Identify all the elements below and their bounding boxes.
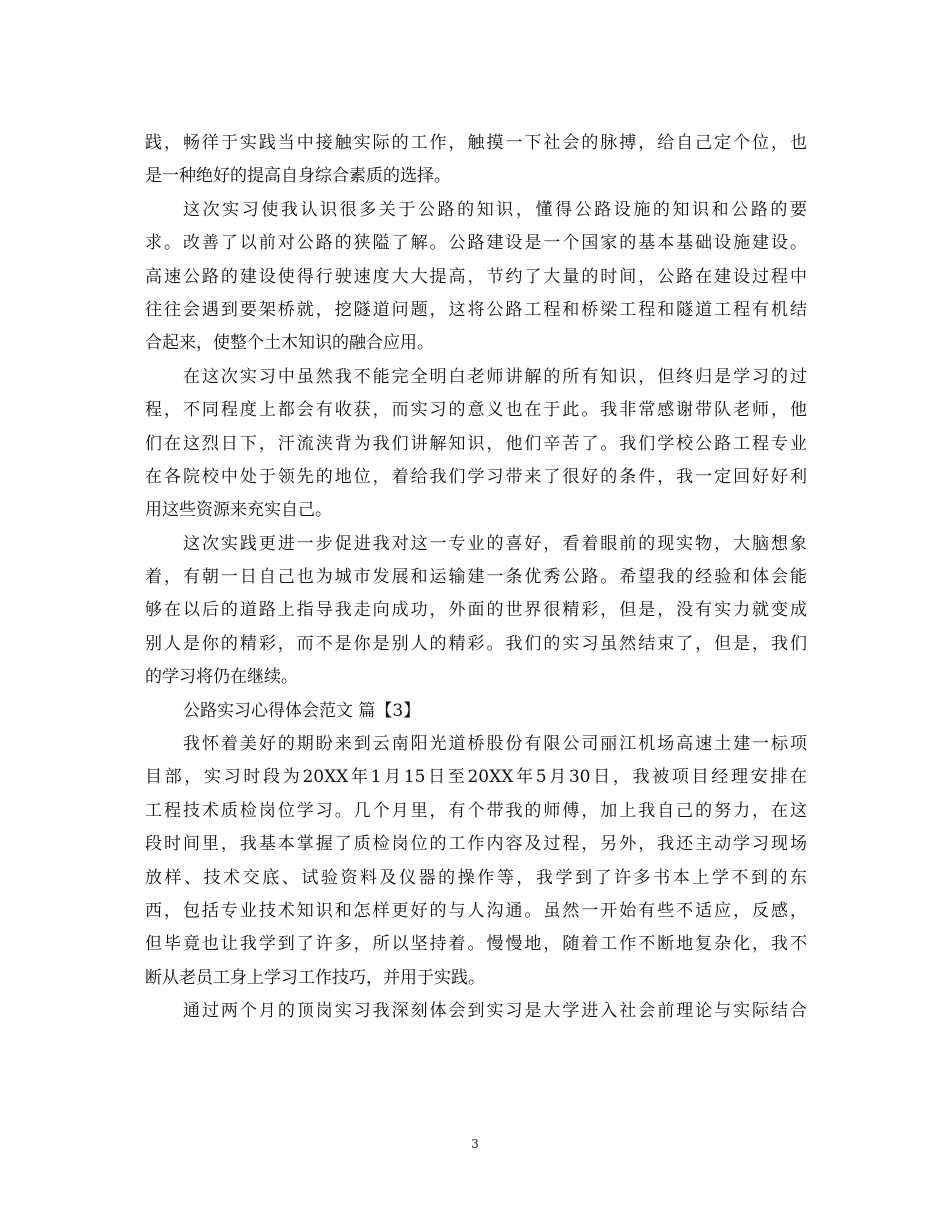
text-line: 高速公路的建设使得行驶速度大大提高，节约了大量的时间，公路在建设过程中: [145, 266, 807, 287]
text-line: 往往会遇到要架桥就，挖隧道问题，这将公路工程和桥梁工程和隧道工程有机结: [145, 299, 807, 320]
text-line: 在各院校中处于领先的地位，着给我们学习带来了很好的条件，我一定回好好利: [145, 466, 807, 487]
text-line: 段时间里，我基本掌握了质检岗位的工作内容及过程，另外，我还主动学习现场: [145, 834, 807, 855]
text-line: 够在以后的道路上指导我走向成功，外面的世界很精彩，但是，没有实力就变成: [145, 600, 807, 621]
text-line: 着，有朝一日自己也为城市发展和运输建一条优秀公路。希望我的经验和体会能: [145, 567, 807, 588]
document-body: [145, 127, 807, 1029]
paragraph-first-line: 通过两个月的顶岗实习我深刻体会到实习是大学进入社会前理论与实际结合: [183, 1001, 807, 1022]
text-line: 是一种绝好的提高自身综合素质的选择。: [145, 166, 451, 187]
text-line: 工程技术质检岗位学习。几个月里，有个带我的师傅，加上我自己的努力，在这: [145, 800, 807, 821]
text-line: 们在这烈日下，汗流浃背为我们讲解知识，他们辛苦了。我们学校公路工程专业: [145, 433, 807, 454]
paragraph-first-line: 我怀着美好的期盼来到云南阳光道桥股份有限公司丽江机场高速土建一标项: [183, 734, 807, 755]
paragraph-first-line: 在这次实习中虽然我不能完全明白老师讲解的所有知识，但终归是学习的过: [183, 366, 807, 387]
paragraph-first-line: 这次实践更进一步促进我对这一专业的喜好，看着眼前的现实物，大脑想象: [183, 533, 807, 554]
text-line: 程，不同程度上都会有收获，而实习的意义也在于此。我非常感谢带队老师，他: [145, 400, 807, 421]
text-line: 但毕竟也让我学到了许多，所以坚持着。慢慢地，随着工作不断地复杂化，我不: [145, 934, 807, 955]
text-line: 求。改善了以前对公路的狭隘了解。公路建设是一个国家的基本基础设施建设。: [145, 233, 807, 254]
page-number: 3: [471, 1137, 479, 1151]
text-line: 的学习将仍在继续。: [145, 667, 298, 688]
text-line: 放样、技术交底、试验资料及仪器的操作等，我学到了许多书本上学不到的东: [145, 867, 807, 888]
text-line: 合起来，使整个土木知识的融合应用。: [145, 333, 434, 354]
text-line: 断从老员工身上学习工作技巧，并用于实践。: [145, 967, 485, 988]
text-line: 西，包括专业技术知识和怎样更好的与人沟通。虽然一开始有些不适应，反感，: [145, 900, 807, 921]
text-line: 践，畅徉于实践当中接触实际的工作，触摸一下社会的脉搏，给自己定个位，也: [145, 133, 807, 153]
text-line: 目部，实习时段为20XX年1月15日至20XX年5月30日，我被项目经理安排在: [145, 767, 807, 788]
text-line: 别人是你的精彩，而不是你是别人的精彩。我们的实习虽然结束了，但是，我们: [145, 633, 807, 654]
text-line: 用这些资源来充实自己。: [145, 500, 332, 521]
paragraph-first-line: 这次实习使我认识很多关于公路的知识，懂得公路设施的知识和公路的要: [183, 199, 807, 220]
section-heading: 公路实习心得体会范文 篇【3】: [183, 700, 421, 721]
